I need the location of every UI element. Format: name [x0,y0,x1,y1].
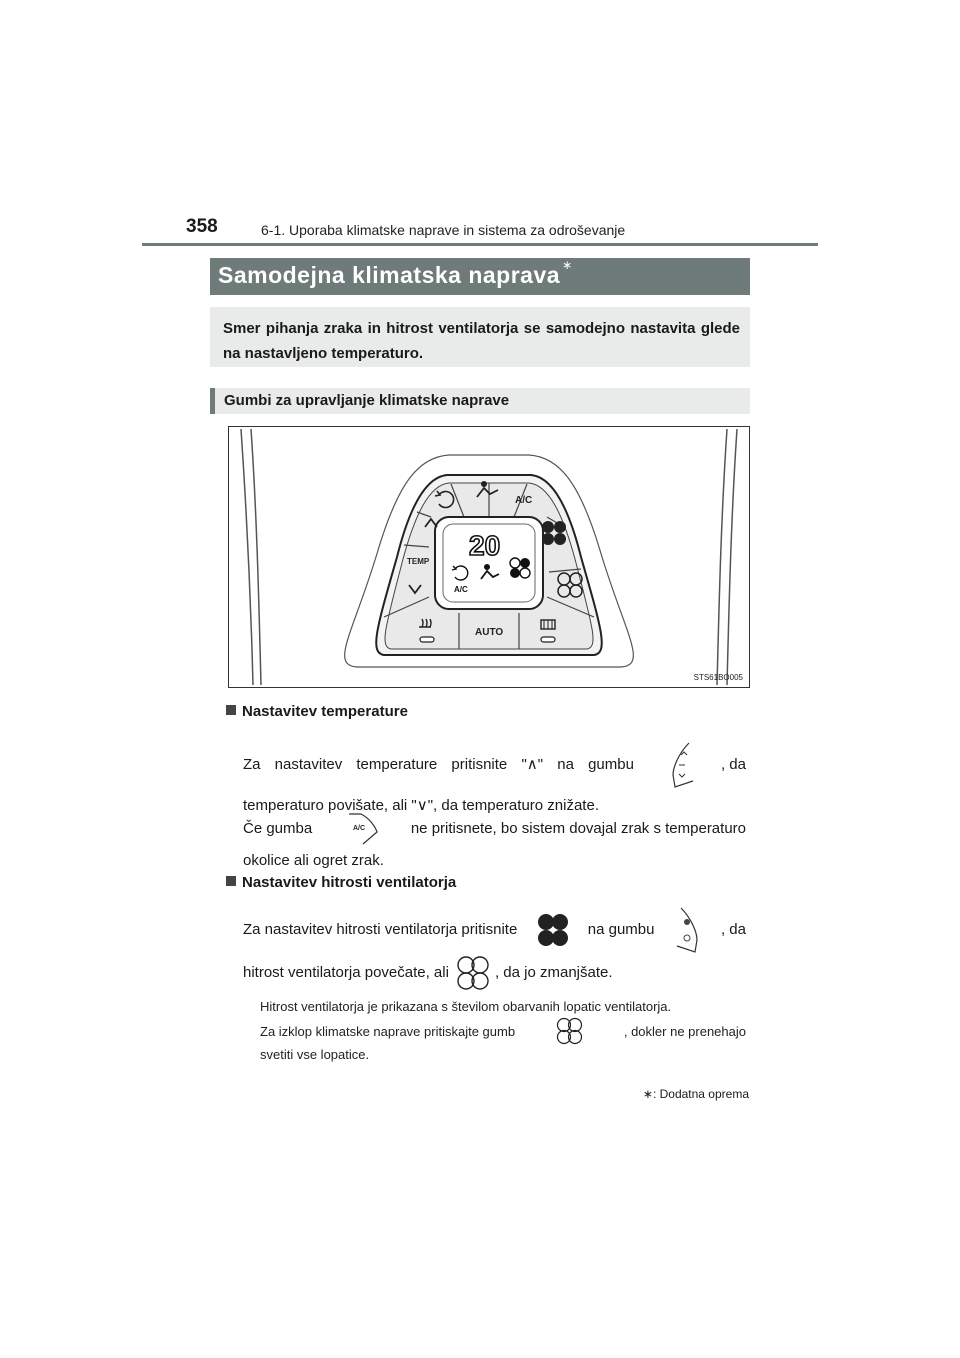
page-title [218,258,573,289]
temp-label: TEMP [407,557,430,566]
fan-button-icon [673,906,703,954]
temperature-text-h: okolice ali ogret zrak. [243,852,384,869]
header-rule [142,243,818,246]
down-symbol: ∨ [416,797,428,814]
control-panel-figure [228,426,750,688]
fan-note-2 [260,1016,746,1063]
page-number: 358 [186,216,218,237]
temperature-para-1 [243,741,746,821]
fan-text-c: , da [720,921,746,938]
auto-button-label: AUTO [475,627,504,638]
footnote-mark: ∗ [642,1087,653,1101]
bullet-square-icon [226,705,236,715]
section-title: Gumbi za upravljanje klimatske naprave [224,392,510,409]
ac-button-label: A/C [515,495,533,506]
chapter-title: 6-1. Uporaba klimatske naprave in sistema za odroševanje [261,222,626,238]
temperature-heading-text: Nastavitev temperature [242,703,408,720]
display-ac-label: A/C [454,585,468,594]
ac-button-icon [345,812,379,846]
temperature-text-b: " na gumbu [537,756,634,773]
fan-text-a: Za nastavitev hitrosti ventilatorja pritisnite [243,921,518,938]
fan-low-note-icon [555,1016,583,1046]
temperature-text-a: Za nastavitev temperature pritisnite " [243,756,527,773]
summary-text: Smer pihanja zraka in hitrost ventilatorja se samodejno nastavita glede na nastavljeno temperaturo. [223,320,740,362]
temp-button-icon [667,741,697,789]
page-title-text: Samodejna klimatska naprava [218,262,561,288]
fan-heading-text: Nastavitev hitrosti ventilatorja [242,874,457,891]
svg-text:A/C: A/C [352,825,365,832]
footnote [643,1087,749,1101]
temperature-heading [226,703,408,720]
fan-note-1: Hitrost ventilatorja je prikazana s številom obarvanih lopatic ventilatorja. [260,999,672,1014]
temperature-text-d: temperaturo povišate, ali " [243,797,417,814]
fan-text-e: , da jo zmanjšate. [494,964,613,981]
temperature-para-2 [243,812,746,876]
fan-para-1 [243,906,746,992]
fan-text-b: na gumbu [587,921,655,938]
figure-code: STS61BO005 [693,673,743,682]
bullet-square-icon [226,876,236,886]
footnote-text: : Dodatna oprema [652,1087,749,1101]
fan-heading [226,874,456,891]
temperature-text-c: , da [720,756,746,773]
fan-note-text-a: Za izklop klimatske naprave pritiskajte gumb [260,1023,516,1039]
fan-text-d: hitrost ventilatorja povečate, ali [243,964,449,981]
display-temperature: 20 [469,530,501,561]
fan-high-inline-icon [536,911,570,949]
temperature-text-g: ne pritisnete, bo sistem dovajal zrak s temperaturo [410,820,746,837]
temperature-text-f: Če gumba [243,820,313,837]
up-symbol: ∧ [526,756,538,773]
fan-note-text-c: svetiti vse lopatice. [260,1047,370,1062]
temperature-text-e: ", da temperaturo znižate. [427,797,599,814]
control-panel-illustration [229,427,749,687]
optional-mark: ∗ [562,258,573,272]
fan-note-text-b: , dokler ne prenehajo [623,1023,746,1039]
fan-low-inline-icon [455,954,491,992]
